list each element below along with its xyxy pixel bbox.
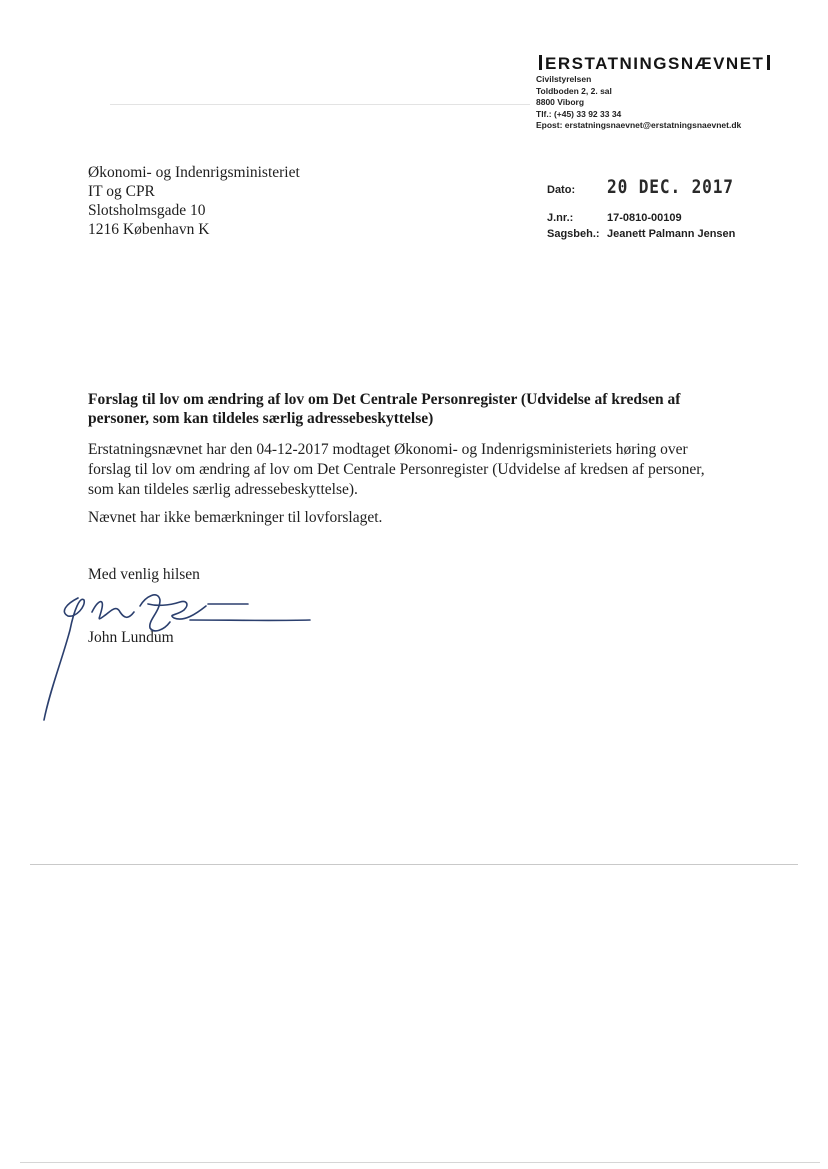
scan-artifact-line (30, 864, 798, 865)
org-email: Epost: erstatningsnaevnet@erstatningsnaevnet.dk (536, 120, 742, 130)
signer-name: John Lundum (88, 629, 174, 646)
org-phone: Tlf.: (+45) 33 92 33 34 (536, 108, 622, 119)
logo-bar-right (767, 55, 770, 70)
recipient-line: Slotsholmsgade 10 (88, 202, 206, 219)
org-name (536, 54, 816, 74)
org-name-text: ERSTATNINGSNÆVNET (545, 54, 765, 73)
date-row (547, 176, 756, 206)
subject-heading: Forslag til lov om ændring af lov om Det Centrale Personregister (Udvidelse af kredsen af personer, som kan tildeles særlig adressebeskyttelse) (88, 391, 681, 427)
recipient-line: 1216 København K (88, 221, 210, 238)
body-paragraph-2: Nævnet har ikke bemærkninger til lovforslaget. (88, 509, 383, 526)
body-paragraph-1: Erstatningsnævnet har den 04-12-2017 modtaget Økonomi- og Indenrigsministeriets høring over forslag til lov om ændring af lov om Det Centrale Personregister (Udvidelse af kredsen af personer, som kan tildeles særlig adressebeskyttelse). (88, 441, 705, 498)
jnr-row (547, 208, 756, 224)
org-street: Toldboden 2, 2. sal (536, 85, 612, 96)
sagsbeh-label: Sagsbeh.: (547, 228, 600, 240)
letter-meta (547, 176, 756, 240)
jnr-label: J.nr.: (547, 212, 574, 224)
recipient-line: Økonomi- og Indenrigsministeriet (88, 164, 300, 181)
scan-artifact-line (20, 1162, 820, 1163)
logo-bar-left (539, 55, 542, 70)
agency-name: Civilstyrelsen (536, 74, 592, 84)
closing-greeting: Med venlig hilsen (88, 566, 200, 583)
sagsbeh-row (547, 224, 756, 240)
date-label: Dato: (547, 184, 576, 196)
letterhead (536, 54, 816, 132)
recipient-line: IT og CPR (88, 183, 155, 200)
date-stamp: 20 DEC. 2017 (607, 176, 734, 198)
scan-artifact-line (110, 104, 530, 105)
jnr-value: 17-0810-00109 (607, 212, 682, 224)
sagsbeh-value: Jeanett Palmann Jensen (607, 228, 736, 240)
recipient-address (88, 163, 300, 239)
org-city: 8800 Viborg (536, 97, 585, 107)
